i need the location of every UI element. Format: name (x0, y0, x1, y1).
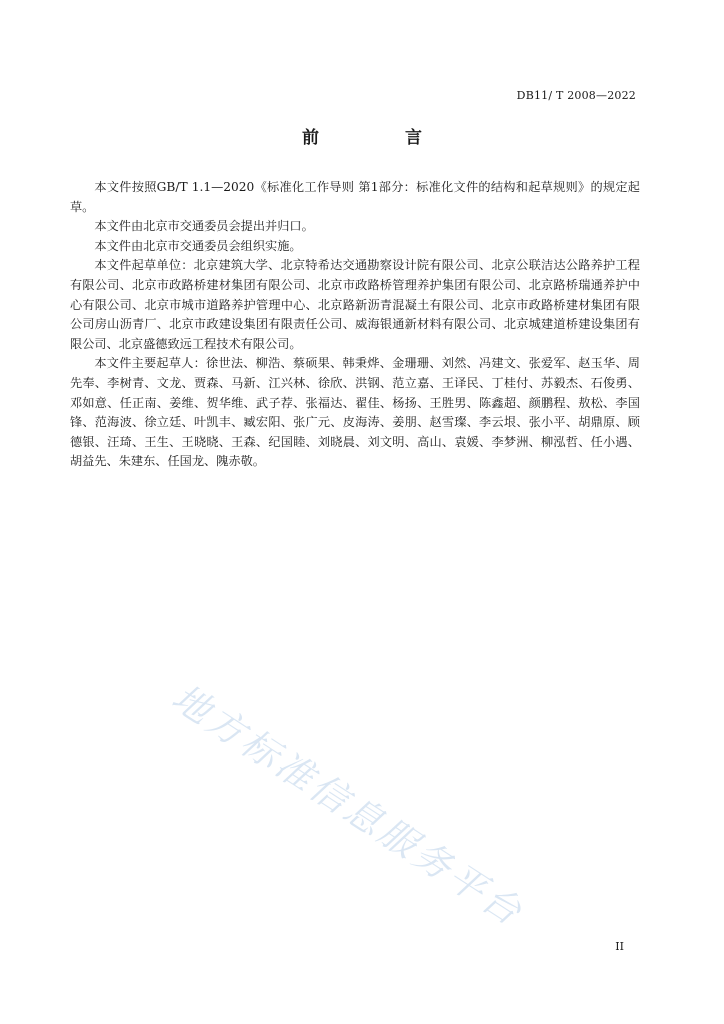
foreword-body (70, 178, 640, 472)
paragraph-drafters: 本文件主要起草人：徐世法、柳浩、蔡硕果、韩秉烨、金珊珊、刘然、冯建文、张爱军、赵玉华、周先奉、李树青、文龙、贾森、马新、江兴林、徐欣、洪钢、范立嘉、王译民、丁桂付、苏毅杰、石俊勇、邓如意、任正南、姜维、贺华维、武子荐、张福达、翟佳、杨扬、王胜男、陈鑫超、颜鹏程、敖松、李国锋、范海波、徐立廷、叶凯丰、臧宏阳、张广元、皮海涛、姜朋、赵雪璨、李云垠、张小平、胡鼎原、顾德银、汪琦、王生、王晓晓、王森、纪国睦、刘晓晨、刘文明、高山、袁媛、李梦洲、柳泓哲、任小遇、胡益先、朱建东、任国龙、隗赤敬。 (70, 356, 640, 469)
watermark: 地方标准信息服务平台 (164, 675, 532, 936)
paragraph-drafting-basis: 本文件按照GB/T 1.1—2020《标准化工作导则 第1部分：标准化文件的结构和起草规则》的规定起草。 (70, 180, 640, 214)
page-number: II (615, 940, 624, 953)
page-title: 前 言 (302, 128, 462, 148)
paragraph-proposer: 本文件由北京市交通委员会提出并归口。 (94, 219, 314, 234)
paragraph-drafting-units: 本文件起草单位：北京建筑大学、北京特希达交通勘察设计院有限公司、北京公联洁达公路养护工程有限公司、北京市政路桥建材集团有限公司、北京市政路桥管理养护集团有限公司、北京路桥瑞通养护中心有限公司、北京市城市道路养护管理中心、北京路新沥青混凝土有限公司、北京市政路桥建材集团有限公司房山沥青厂、北京市政建设集团有限责任公司、威海银通新材料有限公司、北京城建道桥建设集团有限公司、北京盛德致远工程技术有限公司。 (70, 258, 640, 351)
paragraph-implementer: 本文件由北京市交通委员会组织实施。 (94, 238, 302, 253)
standard-code: DB11/ T 2008—2022 (516, 89, 636, 102)
